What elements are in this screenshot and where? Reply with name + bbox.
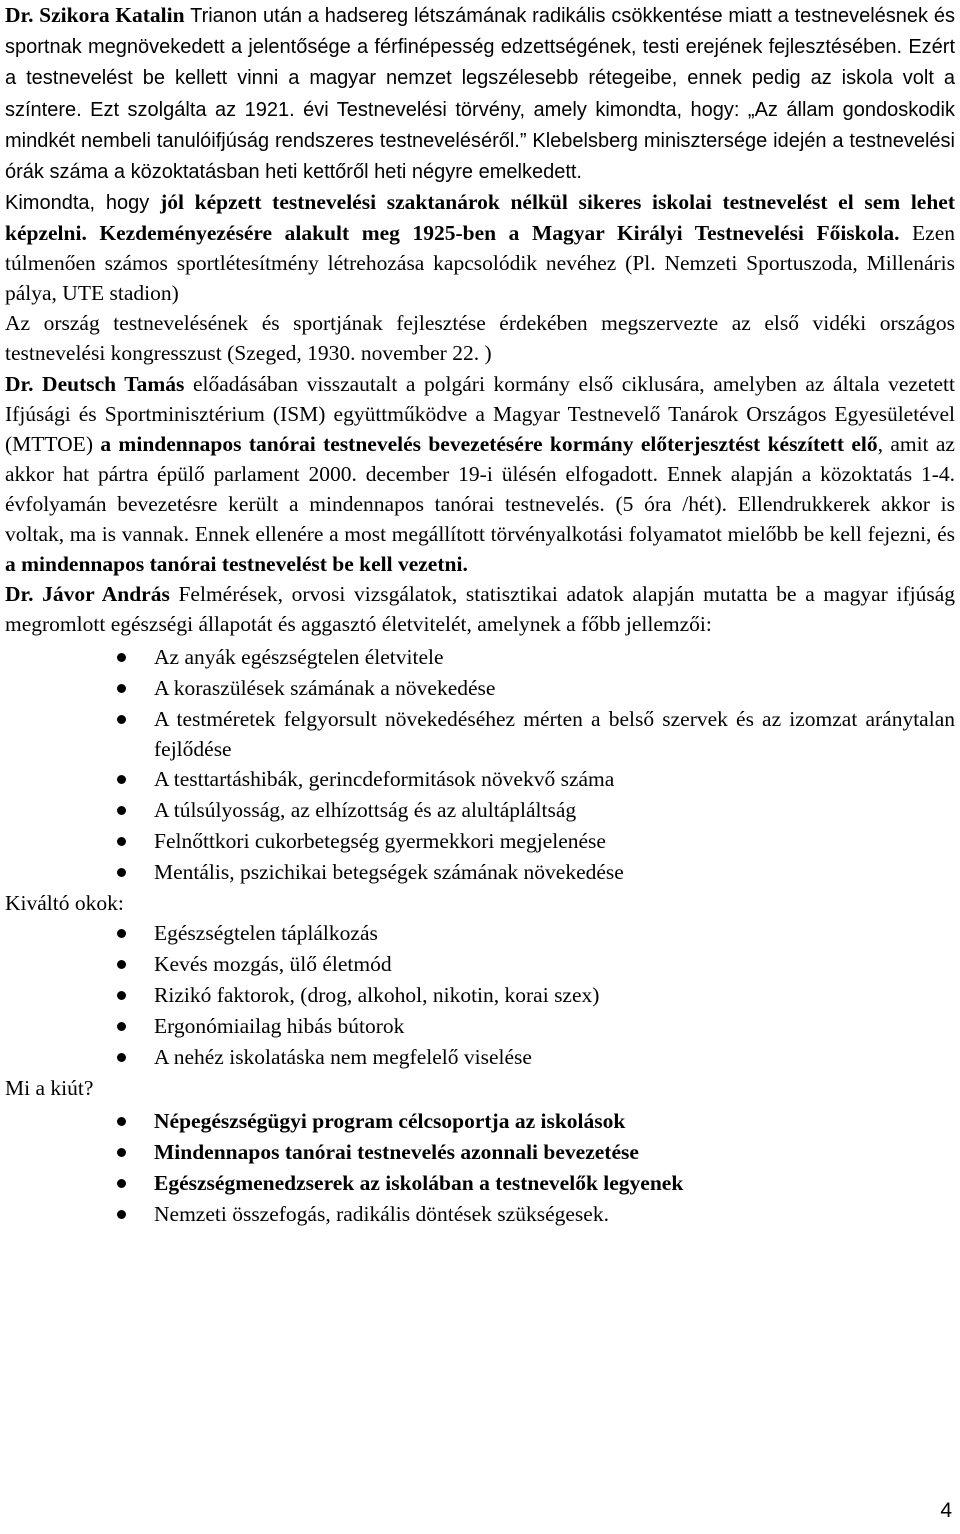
list-item bbox=[5, 826, 955, 857]
paragraph-kongresszus bbox=[5, 308, 955, 368]
list-item bbox=[5, 980, 955, 1011]
bullet-icon bbox=[117, 684, 126, 693]
bullet-icon bbox=[117, 991, 126, 1000]
list-item bbox=[5, 949, 955, 980]
bullet-icon bbox=[117, 929, 126, 938]
bullet-icon bbox=[117, 837, 126, 846]
list-item bbox=[5, 918, 955, 949]
list-item bbox=[5, 1199, 955, 1230]
bullet-icon bbox=[117, 806, 126, 815]
list-item-text: A nehéz iskolatáska nem megfelelő viselése bbox=[154, 1045, 532, 1070]
bullet-icon bbox=[117, 653, 126, 662]
list-item-text: Mindennapos tanórai testnevelés azonnali bevezetése bbox=[154, 1140, 639, 1165]
paragraph-text: Felmérések, orvosi vizsgálatok, statisztikai adatok alapján mutatta be a magyar ifjúság megromlott egészségi állapotát és aggasztó életvitelét, amelynek a főbb jellemzői: bbox=[5, 582, 956, 637]
bullet-icon bbox=[117, 1022, 126, 1031]
list-item-text: Mentális, pszichikai betegségek számának növekedése bbox=[154, 860, 624, 885]
paragraph-text: előadásában visszautalt a polgári kormány első ciklusára, amelyben az általa vezetett Ifjúsági és Sportminisztérium (ISM) együttműködve a Magyar Testnevelő Tanárok Országos Egyesületével (MTTOE) bbox=[5, 372, 955, 457]
bullet-icon bbox=[117, 1117, 126, 1126]
list-item bbox=[5, 642, 955, 673]
list-item-text: A testméretek felgyorsult növekedéséhez mérten a belső szervek és az izomzat aránytalan fejlődése bbox=[154, 707, 955, 762]
bullet-icon bbox=[117, 775, 126, 784]
paragraph-text: Az ország testnevelésének és sportjának fejlesztése érdekében megszervezte az első vidéki országos testnevelési kongresszust (Szeged, 1930. november 22. ) bbox=[5, 311, 955, 366]
paragraph-text: Trianon után a hadsereg létszámának radikális csökkentése miatt a testnevelésnek és sportnak megnövekedett a jelentősége a férfinépesség edzettségének, testi erejének fejlesztésében. Ezért a testnevelést be kellett vinni a magyar nemzet legszélesebb rétegeibe, ennek pedig az iskola volt a színtere. Ezt szolgálta az 1921. évi Testnevelési törvény, amely kimondta, hogy: „Az állam gondoskodik mindkét nembeli tanulóifjúság rendszeres testneveléséről.” Klebelsberg minisztersége idején a testnevelési órák száma a közoktatásban heti kettőről heti négyre emelkedett. bbox=[5, 5, 956, 184]
paragraph-szikora bbox=[5, 0, 955, 187]
list-item bbox=[5, 764, 955, 795]
list-item bbox=[5, 795, 955, 826]
list-item-text: A túlsúlyosság, az elhízottság és az alultápláltság bbox=[154, 798, 577, 823]
author-name: Dr. Deutsch Tamás bbox=[5, 372, 185, 397]
list-item-text: Rizikó faktorok, (drog, alkohol, nikotin, korai szex) bbox=[154, 983, 600, 1008]
list-item bbox=[5, 1042, 955, 1073]
list-item-text: Egészségtelen táplálkozás bbox=[154, 921, 378, 946]
bullet-icon bbox=[117, 715, 126, 724]
page-number: 4 bbox=[940, 1499, 952, 1522]
list-item-text: Kevés mozgás, ülő életmód bbox=[154, 952, 392, 977]
list-item-text: Az anyák egészségtelen életvitele bbox=[154, 645, 444, 670]
list-item-text: Nemzeti összefogás, radikális döntések szükségesek. bbox=[154, 1202, 609, 1227]
list-kiut bbox=[5, 1106, 955, 1230]
list-item bbox=[5, 857, 955, 888]
bullet-icon bbox=[117, 1148, 126, 1157]
list-item-text: Felnőttkori cukorbetegség gyermekkori megjelenése bbox=[154, 829, 606, 854]
paragraph-text: Ezen túlmenően számos sportlétesítmény létrehozása kapcsolódik nevéhez (Pl. Nemzeti Sportuszoda, Millenáris pálya, UTE stadion) bbox=[5, 221, 955, 305]
list-item-text: A koraszülések számának a növekedése bbox=[154, 676, 496, 701]
paragraph-text: , amit az akkor hat pártra épülő parlament 2000. december 19-i ülésén elfogadott. Ennek alapján a közoktatás 1-4. évfolyamán bevezetésre került a mindennapos tanórai testnevelés. (5 óra /hét). Ellendrukkerek akkor is voltak, ma is vannak. Ennek ellenére a most megállított törvényalkotási folyamatot mielőbb be kell fejezni, és bbox=[5, 432, 955, 547]
list-item-text: Egészségmenedzserek az iskolában a testnevelők legyenek bbox=[154, 1171, 684, 1196]
paragraph-text: Kimondta, hogy bbox=[5, 192, 161, 215]
bullet-icon bbox=[117, 868, 126, 877]
list-item-text: A testtartáshibák, gerincdeformitások növekvő száma bbox=[154, 767, 615, 792]
paragraph-deutsch bbox=[5, 369, 955, 579]
list-kivalto-okok bbox=[5, 918, 955, 1073]
list-item bbox=[5, 1011, 955, 1042]
bullet-icon bbox=[117, 960, 126, 969]
list-item bbox=[5, 1106, 955, 1137]
paragraph-bold-text: jól képzett testnevelési szaktanárok nélkül sikeres iskolai testnevelést el sem lehet képzelni. Kezdeményezésére alakult meg 1925-ben a Magyar Királyi Testnevelési Főiskola. bbox=[5, 190, 956, 246]
list-item bbox=[5, 1168, 955, 1199]
heading-kivalto-okok: Kiváltó okok: bbox=[5, 891, 124, 916]
list-item bbox=[5, 704, 955, 764]
bullet-icon bbox=[117, 1179, 126, 1188]
list-item bbox=[5, 1137, 955, 1168]
list-item-text: Népegészségügyi program célcsoportja az iskolások bbox=[154, 1109, 626, 1134]
heading-mi-a-kiut: Mi a kiút? bbox=[5, 1076, 94, 1101]
author-name: Dr. Jávor András bbox=[5, 582, 170, 607]
list-item bbox=[5, 673, 955, 704]
paragraph-bold-text: a mindennapos tanórai testnevelés bevezetésére kormány előterjesztést készített elő bbox=[100, 432, 878, 457]
paragraph-klebelsberg bbox=[5, 188, 955, 308]
paragraph-bold-text: a mindennapos tanórai testnevelést be kell vezetni. bbox=[5, 552, 468, 577]
list-item-text: Ergonómiailag hibás bútorok bbox=[154, 1014, 405, 1039]
author-name: Dr. Szikora Katalin bbox=[5, 3, 185, 27]
bullet-icon bbox=[117, 1210, 126, 1219]
list-jellemzok bbox=[5, 642, 955, 888]
document-page bbox=[5, 0, 955, 1230]
bullet-icon bbox=[117, 1053, 126, 1062]
paragraph-javor bbox=[5, 579, 955, 639]
